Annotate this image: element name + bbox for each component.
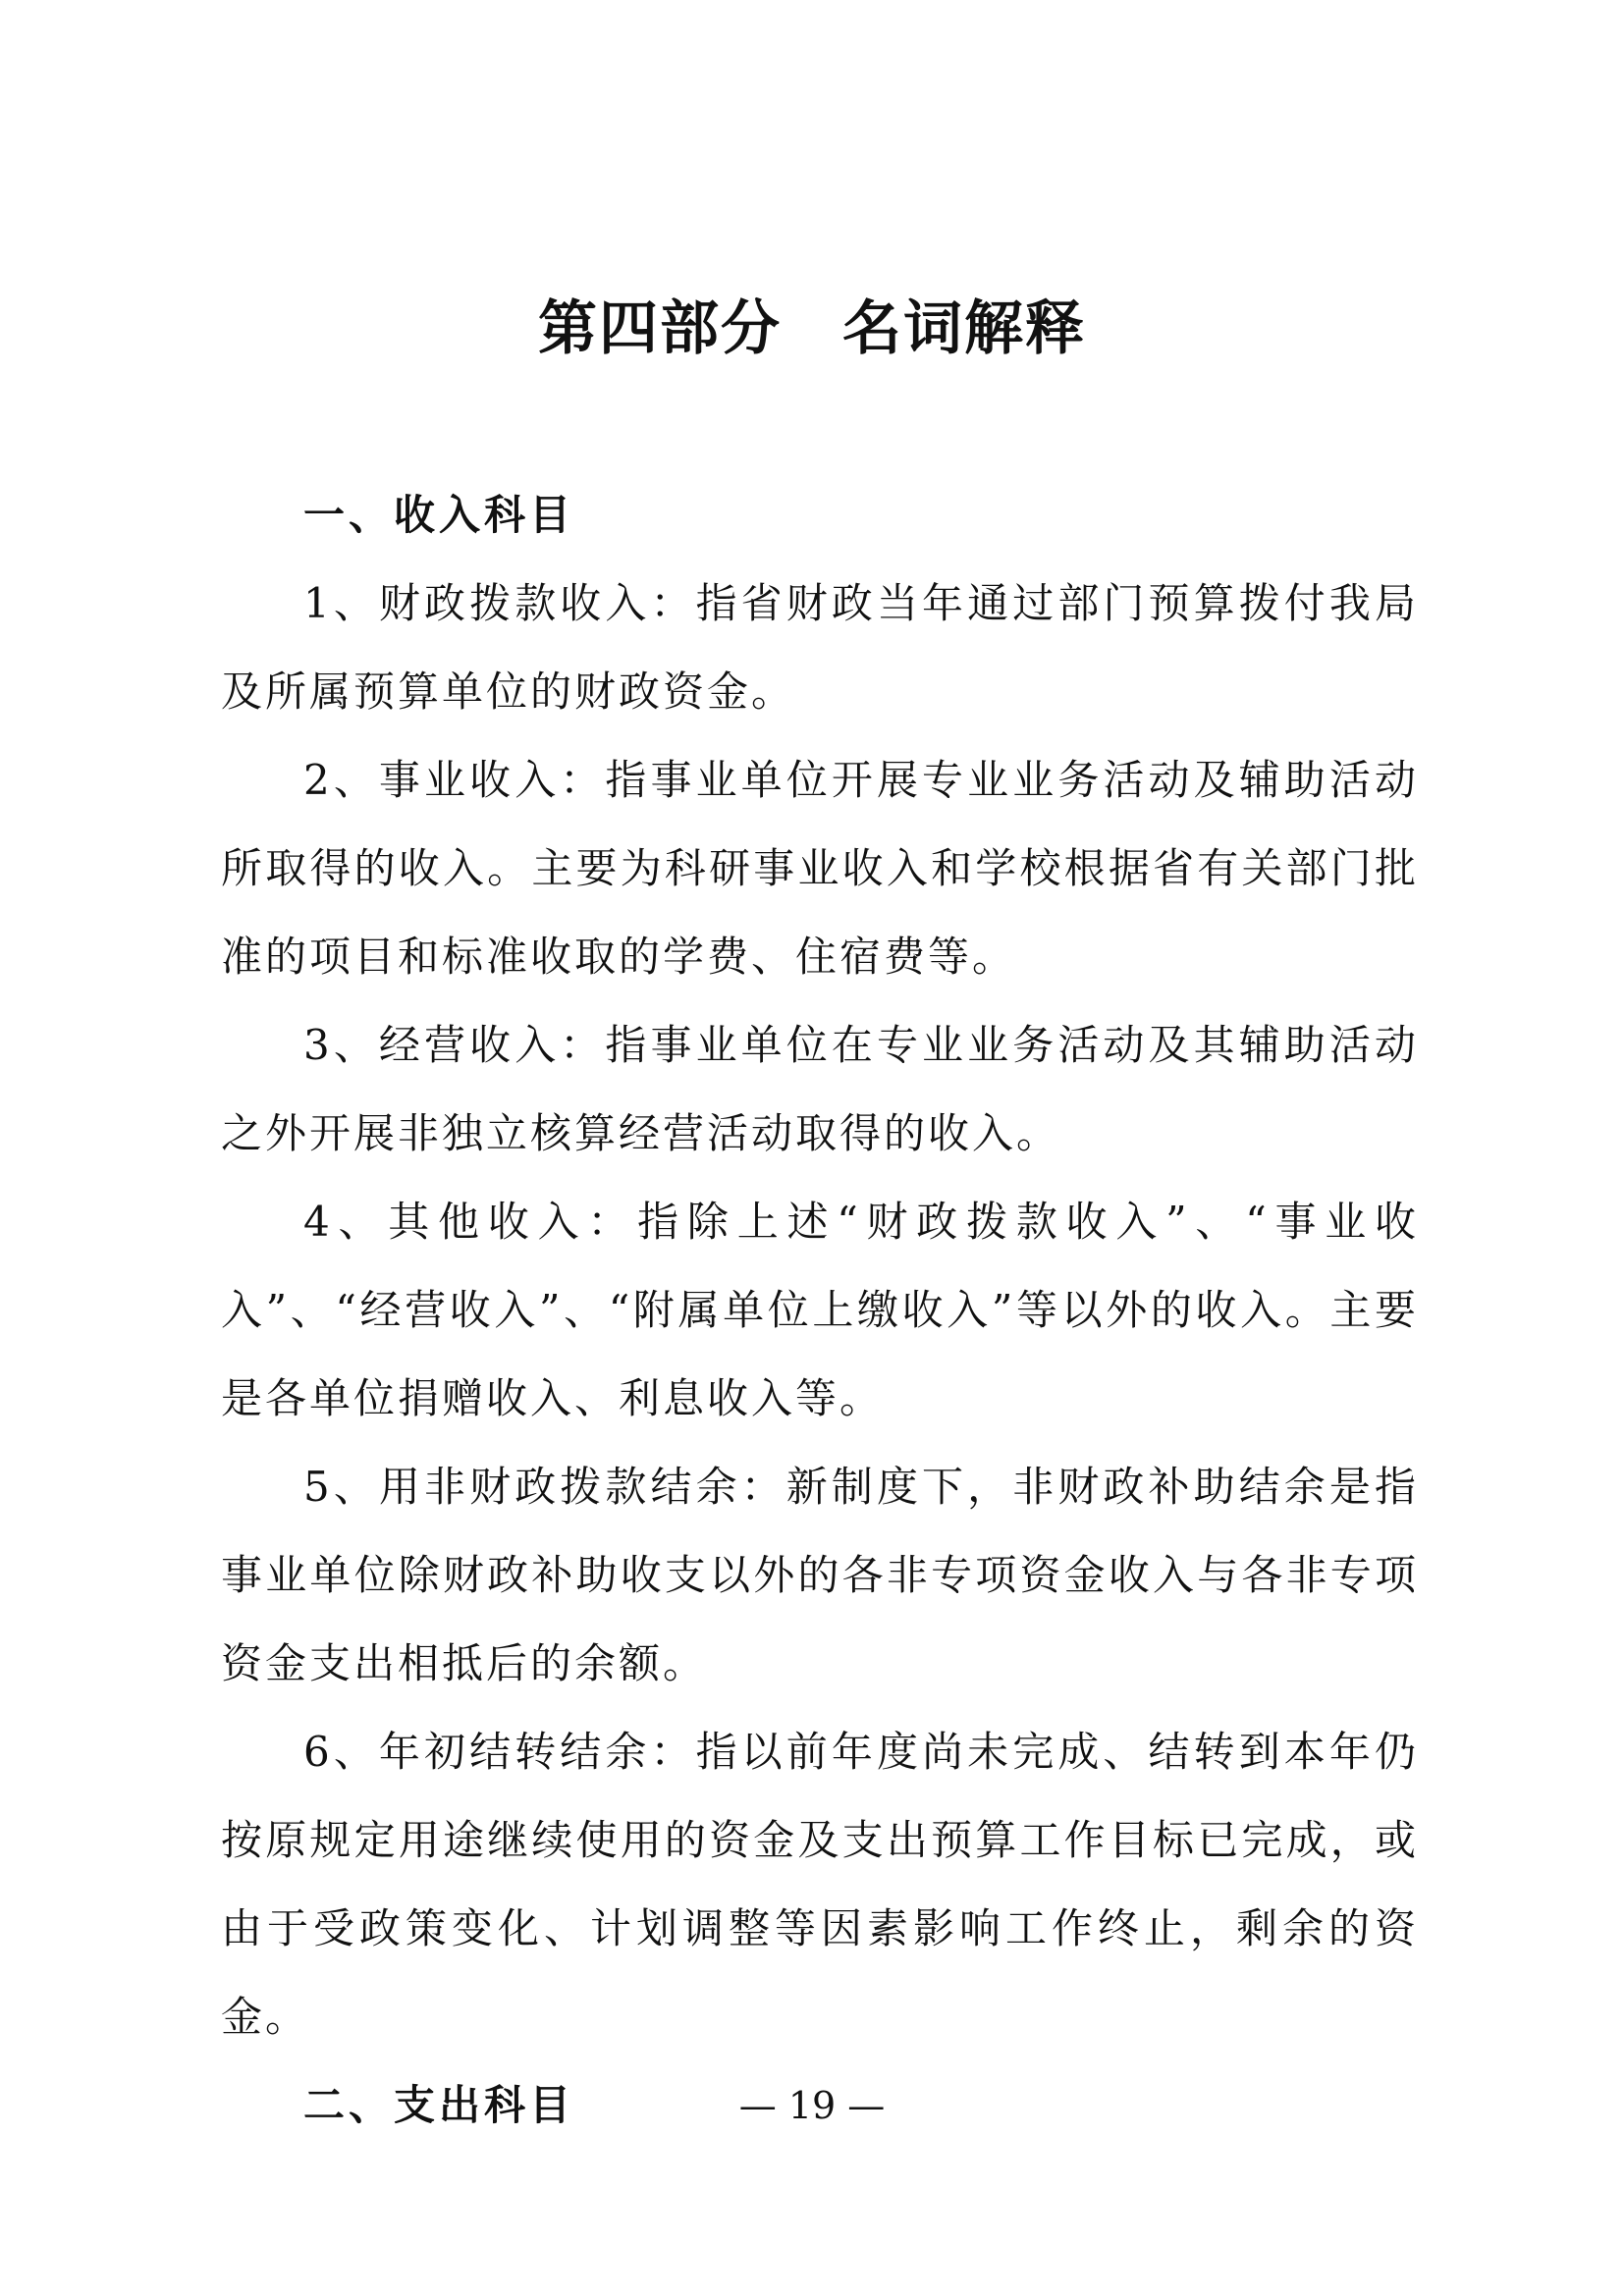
paragraph-non-fiscal-surplus: 5、用非财政拨款结余：新制度下，非财政补助结余是指事业单位除财政补助收支以外的各非专项资金收入与各非专项资金支出相抵后的余额。 [221,1463,1419,1687]
paragraph-other-income: 4、其他收入：指除上述“财政拨款收入”、“事业收入”、“经营收入”、“附属单位上缴收入”等以外的收入。主要是各单位捐赠收入、利息收入等。 [221,1198,1419,1422]
section-heading-income: 一、收入科目 [303,491,575,539]
paragraph-operating-income: 3、经营收入：指事业单位在专业业务活动及其辅助活动之外开展非独立核算经营活动取得的收入。 [221,1021,1419,1157]
paragraph-business-income: 2、事业收入：指事业单位开展专业业务活动及辅助活动所取得的收入。主要为科研事业收入和学校根据省有关部门批准的项目和标准收取的学费、住宿费等。 [221,756,1419,981]
page-number: — 19 — [738,2084,886,2127]
section-heading-expenditure: 二、支出科目 [303,2081,575,2129]
paragraph-fiscal-allocation-income: 1、财政拨款收入：指省财政当年通过部门预算拨付我局及所属预算单位的财政资金。 [221,579,1419,716]
page-title: 第四部分 名词解释 [538,294,1086,363]
body-text [221,471,1419,2150]
paragraph-carryover-balance: 6、年初结转结余：指以前年度尚未完成、结转到本年仍按原规定用途继续使用的资金及支出预算工作目标已完成，或由于受政策变化、计划调整等因素影响工作终止，剩余的资金。 [221,1728,1419,2041]
